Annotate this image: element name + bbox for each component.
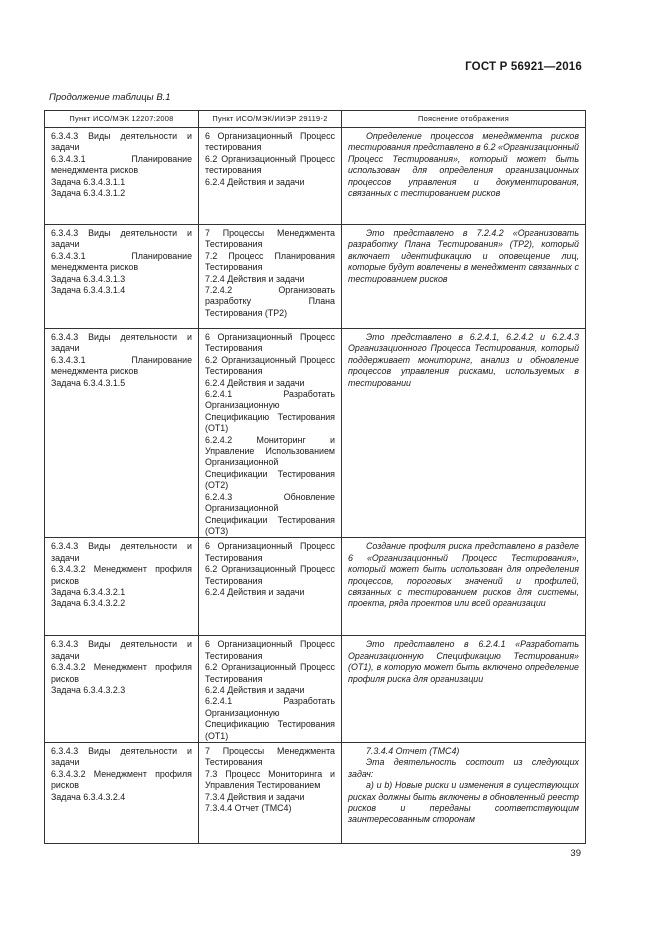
cell-text: 7 Процессы Менеджмента Тестирования [205, 745, 335, 768]
cell-text: Задача 6.3.4.3.2.4 [51, 791, 126, 802]
table-cell [199, 128, 342, 225]
table-cell [342, 329, 586, 538]
cell-text: 6.3.4.3 Виды деятельности и задачи [51, 541, 192, 563]
cell-text: Создание профиля риска представлено в разделе 6 «Организационный Процесс Тестирования», который может быть использован для определения процессов, пороговых значений и профилей, связанных с тестированием рисков для системы, проекта, ряда проектов или всей организации [348, 541, 579, 609]
cell-text: 6 Организационный Процесс Тестирования [205, 541, 335, 563]
cell-text: Это представлено в 6.2.4.1, 6.2.4.2 и 6.2.4.3 Организационного Процесса Тестирования, который поддерживает мониторинг, анализ и обновление процессов управления рисками, используемых в тестировании [348, 332, 579, 388]
cell-text: 6.3.4.3.1 Планирование менеджмента рисков [51, 250, 192, 273]
cell-text: 6.2.4.1 Разработать Организационную Спецификацию Тестирования (ОТ1) [205, 389, 335, 434]
cell-text: 6.2 Организационный Процесс тестирования [205, 153, 335, 176]
cell-text: Задача 6.3.4.3.1.5 [51, 377, 126, 388]
cell-text: 7.2 Процесс Планирования Тестирования [205, 250, 335, 273]
cell-text: 6.3.4.3 Виды деятельности и задачи [51, 228, 192, 250]
cell-text: Задача 6.3.4.3.1.3 [51, 273, 126, 284]
cell-text: 6.2 Организационный Процесс Тестирования [205, 354, 335, 377]
cell-text: Эта деятельность состоит из следующих задач: [348, 757, 579, 779]
table-cell [342, 225, 586, 329]
table-row [45, 636, 586, 743]
table-cell [199, 538, 342, 636]
cell-text: 6 Организационный Процесс Тестирования [205, 332, 335, 354]
cell-text: Задача 6.3.4.3.1.4 [51, 285, 126, 296]
cell-text: 6.3.4.3 Виды деятельности и задачи [51, 332, 192, 354]
table-cell [45, 329, 199, 538]
cell-text: 6.3.4.3.1 Планирование менеджмента рисков [51, 354, 192, 377]
cell-text: 6.2.4.3 Обновление Организационной Спецификации Тестирования (ОТ3) [205, 491, 335, 536]
table-row [45, 538, 586, 636]
cell-text: 6 Организационный Процесс тестирования [205, 131, 335, 153]
page-number: 39 [570, 848, 581, 859]
table-row [45, 329, 586, 538]
cell-text: 6.3.4.3.2 Менеджмент профиля рисков [51, 564, 192, 586]
cell-text: Задача 6.3.4.3.2.3 [51, 684, 126, 695]
table-cell [199, 742, 342, 843]
table-row [45, 742, 586, 843]
cell-text: Это представлено в 6.2.4.1 «Разработать Организационную Спецификацию Тестирования» (ОТ1), в которую может быть включено определение профиля риска для организации [348, 639, 579, 684]
cell-text: 7.3.4 Действия и задачи [205, 791, 305, 802]
cell-text: 7.3 Процесс Мониторинга и Управления Тестированием [205, 768, 335, 791]
cell-text: 6.2 Организационный Процесс Тестирования [205, 564, 335, 586]
column-header: Пункт ИСО/МЭК/ИИЭР 29119-2 [199, 111, 342, 128]
cell-text: 7.3.4.4 Отчет (ТМС4) [205, 803, 292, 813]
table-cell [199, 329, 342, 538]
cell-text: 7.2.4 Действия и задачи [205, 273, 305, 284]
standard-designation: ГОСТ Р 56921—2016 [465, 61, 582, 73]
cell-text: 7.3.4.4 Отчет (ТМС4) [366, 745, 460, 756]
cell-text: 6.2.4 Действия и задачи [205, 176, 305, 187]
column-header: Пояснение отображения [342, 111, 586, 128]
cell-text: 6.2.4 Действия и задачи [205, 684, 305, 695]
table-cell [45, 128, 199, 225]
cell-text: Задача 6.3.4.3.2.2 [51, 598, 126, 609]
table-cell [342, 742, 586, 843]
cell-text: 6.2 Организационный Процесс Тестирования [205, 662, 335, 684]
table-cell [45, 538, 199, 636]
table-cell [45, 636, 199, 743]
cell-text: 6.3.4.3 Виды деятельности и задачи [51, 639, 192, 661]
table-cell [199, 225, 342, 329]
cell-text: 6.3.4.3 Виды деятельности и задачи [51, 745, 192, 768]
column-header: Пункт ИСО/МЭК 12207:2008 [45, 111, 199, 128]
table-cell [199, 636, 342, 743]
table-cell [342, 636, 586, 743]
cell-text: a) и b) Новые риски и изменения в существующих рисках должны быть включены в обновленный реестр рисков и переданы соответствующим заинтересованным сторонам [348, 780, 579, 825]
cell-text: Задача 6.3.4.3.2.1 [51, 586, 126, 597]
cell-text: Это представлено в 7.2.4.2 «Организовать разработку Плана Тестирования» (ТР2), который включает идентификацию и оповещение лиц, которые будут вовлечены в менеджмент связанных с тестированием рисков [348, 228, 579, 284]
cell-text: 6.3.4.3.2 Менеджмент профиля рисков [51, 768, 192, 791]
cell-text: Задача 6.3.4.3.1.1 [51, 176, 126, 187]
cell-text: 7 Процессы Менеджмента Тестирования [205, 228, 335, 250]
table-cell [45, 225, 199, 329]
cell-text: 6.3.4.3.2 Менеджмент профиля рисков [51, 662, 192, 684]
table-cell [342, 538, 586, 636]
cell-text: 6.3.4.3.1 Планирование менеджмента рисков [51, 153, 192, 176]
mapping-table [44, 110, 586, 844]
table-row [45, 128, 586, 225]
table-cell [45, 742, 199, 843]
cell-text: 6.3.4.3 Виды деятельности и задачи [51, 131, 192, 153]
cell-text: Определение процессов менеджмента рисков тестирования представлено в 6.2 «Организационный Процесс Тестирования», который может быть использован для определения организационных процессов управления и документирования, связанных с тестированием рисков [348, 131, 579, 199]
cell-text: 7.2.4.2 Организовать разработку Плана Тестирования (ТР2) [205, 285, 335, 318]
cell-text: 6.2.4 Действия и задачи [205, 377, 305, 388]
table-caption: Продолжение таблицы В.1 [49, 92, 171, 103]
table-header-row [45, 111, 586, 128]
table-cell [342, 128, 586, 225]
cell-text: 6.2.4.2 Мониторинг и Управление Использованием Организационной Спецификации Тестирования (ОТ2) [205, 434, 335, 491]
cell-text: 6.2.4.1 Разработать Организационную Спецификацию Тестирования (ОТ1) [205, 696, 335, 741]
cell-text: 6 Организационный Процесс Тестирования [205, 639, 335, 661]
table-row [45, 225, 586, 329]
cell-text: Задача 6.3.4.3.1.2 [51, 188, 126, 199]
cell-text: 6.2.4 Действия и задачи [205, 586, 305, 597]
